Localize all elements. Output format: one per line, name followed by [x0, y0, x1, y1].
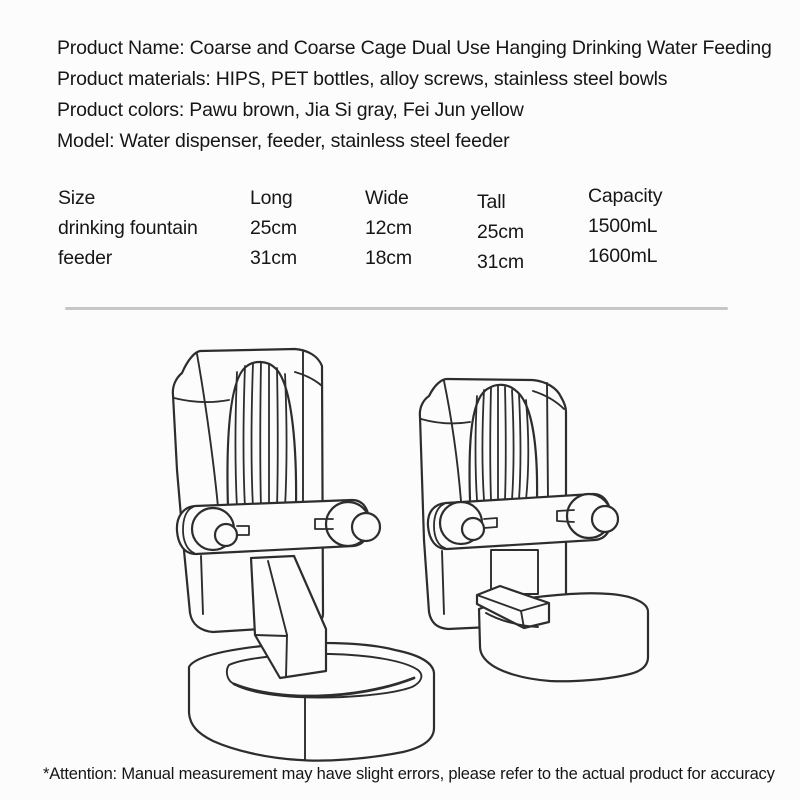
- size-table-header-capacity: Capacity: [588, 185, 663, 207]
- table-cell: 25cm: [250, 217, 297, 239]
- table-cell: 18cm: [365, 247, 412, 269]
- table-cell: 1500mL: [588, 215, 658, 237]
- size-table-header-long: Long: [250, 187, 293, 209]
- table-cell: 31cm: [250, 247, 297, 269]
- table-cell: 12cm: [365, 217, 412, 239]
- table-cell: 1600mL: [588, 245, 658, 267]
- table-cell: 25cm: [477, 221, 524, 243]
- product-colors-line: Product colors: Pawu brown, Jia Si gray, Fei Jun yellow: [57, 99, 524, 121]
- size-table-header-tall: Tall: [477, 191, 506, 213]
- product-name-line: Product Name: Coarse and Coarse Cage Dual Use Hanging Drinking Water Feeding: [57, 37, 772, 59]
- attention-note: *Attention: Manual measurement may have slight errors, please refer to the actual product for accuracy: [43, 765, 775, 783]
- size-table-header-size: Size: [58, 187, 96, 209]
- table-cell: feeder: [58, 247, 113, 269]
- product-materials-line: Product materials: HIPS, PET bottles, alloy screws, stainless steel bowls: [57, 68, 668, 90]
- size-table-header-wide: Wide: [365, 187, 409, 209]
- water-dispenser-drawing: [173, 349, 434, 761]
- table-cell: 31cm: [477, 251, 524, 273]
- product-model-line: Model: Water dispenser, feeder, stainless steel feeder: [57, 130, 510, 152]
- table-cell: drinking fountain: [58, 217, 198, 239]
- feeder-drawing: [420, 379, 648, 681]
